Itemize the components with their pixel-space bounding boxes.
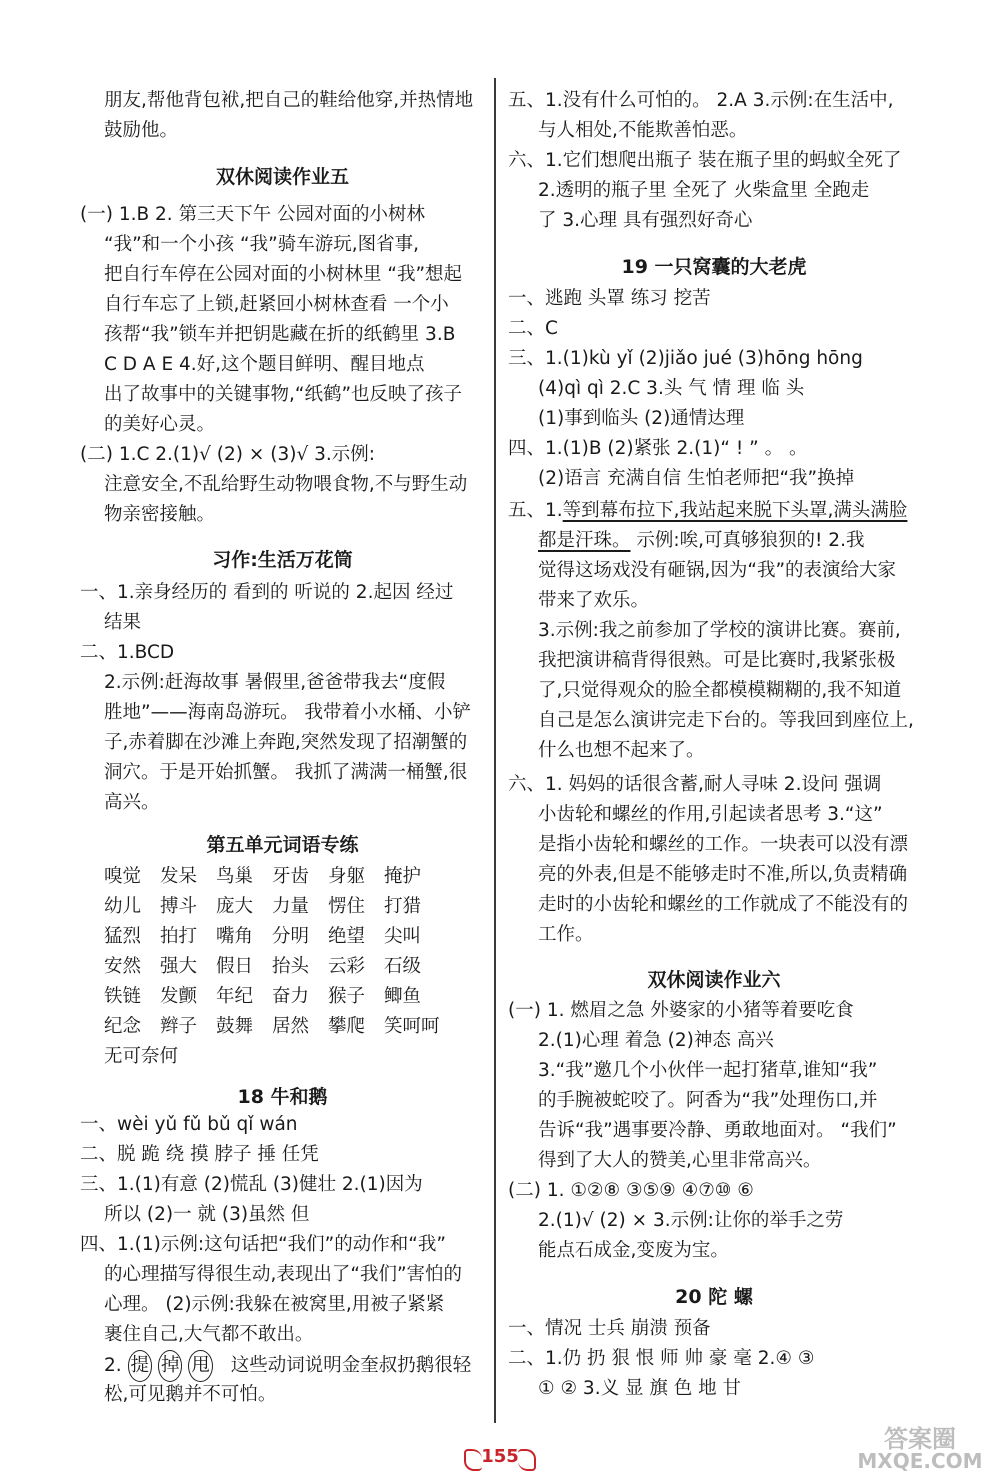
text-line: 裹住自己,大气都不敢出。: [104, 1324, 314, 1345]
text-line: 2.(1)√ (2) × 3.示例:让你的举手之劳: [538, 1210, 844, 1231]
text-line: 3.“我”邀几个小伙伴一起打猪草,谁知“我”: [538, 1060, 878, 1081]
vocab-word: 尖叫: [384, 926, 422, 947]
text-line: 二、1.BCD: [80, 642, 175, 663]
vocab-word: 发颤: [160, 986, 198, 1007]
text-line: 与人相处,不能欺善怕恶。: [538, 120, 748, 141]
text-line: 2.示例:赶海故事 暑假里,爸爸带我去“度假: [104, 672, 446, 693]
vocab-word: 云彩: [328, 956, 366, 977]
vocab-word: 搏斗: [160, 896, 198, 917]
vocab-word: 无可奈何: [104, 1046, 179, 1067]
page-number: 155: [470, 1446, 530, 1467]
text-line: 的美好心灵。: [104, 414, 216, 435]
text-line: [104, 1350, 471, 1382]
answer-prefix: 五、1.: [508, 500, 563, 521]
text-line: 亮的外表,但是不能够走时不准,所以,负责精确: [538, 864, 908, 885]
vocab-word: 石级: [384, 956, 422, 977]
text-line: 了 3.心理 具有强烈好奇心: [538, 210, 753, 231]
text-line: C D A E 4.好,这个题目鲜明、醒目地点: [104, 354, 425, 375]
text-line: 物亲密接触。: [104, 504, 216, 525]
vocab-word: 鲫鱼: [384, 986, 422, 1007]
text-line: 告诉“我”遇事要冷静、勇敢地面对。 “我们”: [538, 1120, 897, 1141]
text-line: 结果: [104, 612, 142, 633]
text-line: 二、脱 跪 绕 摸 脖子 捶 任凭: [80, 1144, 319, 1165]
text-line: 胜地”——海南岛游玩。 我带着小水桶、小铲: [104, 702, 471, 723]
vocab-row: [104, 952, 444, 982]
section-heading: 第五单元词语专练: [206, 834, 359, 856]
text-line: 能点石成金,变废为宝。: [538, 1240, 729, 1261]
vocab-row: [104, 982, 444, 1012]
text-line: 得到了大人的赞美,心里非常高兴。: [538, 1150, 822, 1171]
text-line: 走时的小齿轮和螺丝的工作就成了不能没有的: [538, 894, 909, 915]
text-line: (4)qì qì 2.C 3.头 气 情 理 临 头: [538, 378, 805, 399]
text-line: 了,只觉得观众的脸全都模模糊糊的,我不知道: [538, 680, 902, 701]
underlined-sentence: 都是汗珠。: [538, 530, 631, 551]
vocab-word: 笑呵呵: [384, 1016, 440, 1037]
text-line: 2.透明的瓶子里 全死了 火柴盒里 全跑走: [538, 180, 870, 201]
text-line: 松,可见鹅并不可怕。: [104, 1384, 277, 1405]
watermark: [850, 1425, 990, 1473]
underlined-sentence: 等到幕布拉下,我站起来脱下头罩,满头满脸: [562, 500, 908, 521]
vocab-row: [104, 1012, 444, 1042]
vocab-word: 掩护: [384, 866, 422, 887]
vocab-word: 嗅觉: [104, 866, 142, 887]
text-line: 把自行车停在公园对面的小树林里 “我”想起: [104, 264, 463, 285]
vocab-word: 年纪: [216, 986, 254, 1007]
vocab-word: 愣住: [328, 896, 366, 917]
text-line: 一、wèi yǔ fǔ bǔ qǐ wán: [80, 1114, 298, 1135]
vocab-word: 居然: [272, 1016, 310, 1037]
vocab-word: 假日: [216, 956, 254, 977]
column-divider: [494, 78, 496, 1423]
text-line: 带来了欢乐。: [538, 590, 650, 611]
section-heading: 习作:生活万花筒: [212, 549, 353, 571]
text-line: 3.示例:我之前参加了学校的演讲比赛。赛前,: [538, 620, 901, 641]
text-line: 四、1.(1)示例:这句话把“我们”的动作和“我”: [80, 1234, 446, 1255]
text-line: 二、C: [508, 318, 558, 339]
vocab-row: [104, 1042, 178, 1072]
text-line: 自己是怎么演讲完走下台的。等我回到座位上,: [538, 710, 914, 731]
vocab-word: 鸟巢: [216, 866, 254, 887]
section-heading: 19 一只窝囊的大老虎: [621, 256, 807, 278]
text-line: 的手腕被蛇咬了。阿香为“我”处理伤口,并: [538, 1090, 878, 1111]
text-line: 子,赤着脚在沙滩上奔跑,突然发现了招潮蟹的: [104, 732, 468, 753]
text-line: (一) 1.B 2. 第三天下午 公园对面的小树林: [80, 204, 425, 225]
vocab-word: 奋力: [272, 986, 310, 1007]
text-line: 三、1.(1)有意 (2)慌乱 (3)健壮 2.(1)因为: [80, 1174, 423, 1195]
vocab-word: 猛烈: [104, 926, 142, 947]
vocab-word: 强大: [160, 956, 198, 977]
text-line: (二) 1. ①②⑧ ③⑤⑨ ④⑦⑩ ⑥: [508, 1180, 754, 1201]
watermark-logo-text: 答案圈: [884, 1425, 956, 1453]
text-line: 五、1.没有什么可怕的。 2.A 3.示例:在生活中,: [508, 90, 894, 111]
text-line: 小齿轮和螺丝的作用,引起读者思考 3.“这”: [538, 804, 883, 825]
text-line: 自行车忘了上锁,赶紧回小树林查看 一个小: [104, 294, 449, 315]
vocab-word: 力量: [272, 896, 310, 917]
text-line: 高兴。: [104, 792, 160, 813]
text-line: 洞穴。于是开始抓蟹。 我抓了满满一桶蟹,很: [104, 762, 468, 783]
vocab-word: 嘴角: [216, 926, 254, 947]
text-line: 一、1.亲身经历的 看到的 听说的 2.起因 经过: [80, 582, 454, 603]
section-heading: 双休阅读作业六: [647, 969, 781, 991]
text-line: 孩帮“我”锁车并把钥匙藏在折的纸鹤里 3.B: [104, 324, 456, 345]
watermark-url: MXQE.COM: [857, 1449, 983, 1473]
text-line: 我把演讲稿背得很熟。可是比赛时,我紧张极: [538, 650, 896, 671]
text-line: [538, 526, 864, 556]
circled-word: 掉: [158, 1350, 183, 1382]
text-line: 的心理描写得很生动,表现出了“我们”害怕的: [104, 1264, 463, 1285]
vocab-word: 庞大: [216, 896, 254, 917]
text-line: (1)事到临头 (2)通情达理: [538, 408, 745, 429]
circled-word: 甩: [188, 1350, 213, 1382]
text-line: 六、1. 妈妈的话很含蓄,耐人寻味 2.设问 强调: [508, 774, 882, 795]
text-line: 什么也想不起来了。: [538, 740, 705, 761]
answer-text: 示例:唉,可真够狼狈的! 2.我: [630, 530, 865, 551]
text-line: 工作。: [538, 924, 594, 945]
text-line: 三、1.(1)kù yǐ (2)jiǎo jué (3)hōng hōng: [508, 348, 863, 369]
text-line: 六、1.它们想爬出瓶子 装在瓶子里的蚂蚁全死了: [508, 150, 902, 171]
vocab-word: 牙齿: [272, 866, 310, 887]
vocab-word: 发呆: [160, 866, 198, 887]
vocab-word: 身躯: [328, 866, 366, 887]
text-line: (二) 1.C 2.(1)√ (2) × (3)√ 3.示例:: [80, 444, 376, 465]
vocab-word: 安然: [104, 956, 142, 977]
vocab-word: 纪念: [104, 1016, 142, 1037]
answer-text: 这些动词说明金奎叔扔鹅很轻: [230, 1355, 472, 1376]
text-line: 出了故事中的关键事物,“纸鹤”也反映了孩子: [104, 384, 463, 405]
vocab-word: 鼓舞: [216, 1016, 254, 1037]
vocab-word: 绝望: [328, 926, 366, 947]
vocab-word: 辫子: [160, 1016, 198, 1037]
text-line: “我”和一个小孩 “我”骑车游玩,图省事,: [104, 234, 419, 255]
text-line: 2.(1)心理 着急 (2)神态 高兴: [538, 1030, 774, 1051]
text-line: (2)语言 充满自信 生怕老师把“我”换掉: [538, 468, 855, 489]
text-line: 注意安全,不乱给野生动物喂食物,不与野生动: [104, 474, 468, 495]
text-line: 二、1.仍 扔 狠 恨 师 帅 豪 毫 2.④ ③: [508, 1348, 815, 1369]
text-line: 四、1.(1)B (2)紧张 2.(1)“ ! ” 。 。: [508, 438, 808, 459]
vocab-word: 抬头: [272, 956, 310, 977]
text-line: 一、情况 士兵 崩溃 预备: [508, 1318, 711, 1339]
text-line: (一) 1. 燃眉之急 外婆家的小猪等着要吃食: [508, 1000, 854, 1021]
vocab-row: [104, 922, 444, 952]
circled-word: 提: [128, 1350, 153, 1382]
vocab-row: [104, 862, 444, 892]
text-line: 一、逃跑 头罩 练习 挖苦: [508, 288, 711, 309]
text-line: [508, 496, 907, 526]
answer-prefix: 2.: [104, 1355, 122, 1376]
text-line: 所以 (2)一 就 (3)虽然 但: [104, 1204, 310, 1225]
text-line: 心理。 (2)示例:我躲在被窝里,用被子紧紧: [104, 1294, 445, 1315]
vocab-row: [104, 892, 444, 922]
vocab-word: 铁链: [104, 986, 142, 1007]
vocab-word: 分明: [272, 926, 310, 947]
vocab-word: 攀爬: [328, 1016, 366, 1037]
vocab-word: 打猎: [384, 896, 422, 917]
section-heading: 18 牛和鹅: [237, 1086, 328, 1108]
vocab-word: 拍打: [160, 926, 198, 947]
text-line: 鼓励他。: [104, 120, 179, 141]
text-line: ① ② 3.义 显 旗 色 地 甘: [538, 1378, 741, 1399]
vocab-word: 猴子: [328, 986, 366, 1007]
section-heading: 双休阅读作业五: [215, 166, 349, 188]
vocab-word: 幼儿: [104, 896, 142, 917]
text-line: 是指小齿轮和螺丝的工作。一块表可以没有漂: [538, 834, 909, 855]
section-heading: 20 陀 螺: [675, 1286, 753, 1308]
text-line: 觉得这场戏没有砸锅,因为“我”的表演给大家: [538, 560, 897, 581]
text-line: 朋友,帮他背包袱,把自己的鞋给他穿,并热情地: [104, 90, 474, 111]
